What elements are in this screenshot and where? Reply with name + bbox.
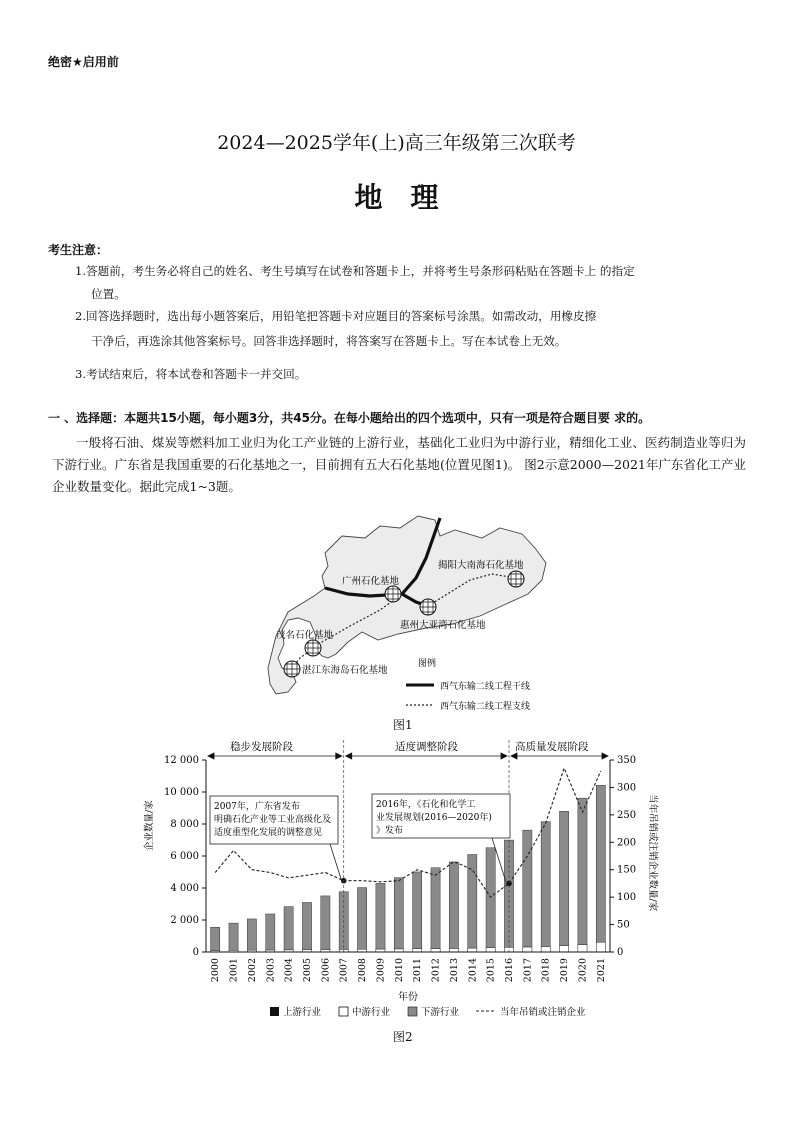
figure1-caption: 图1 (393, 718, 413, 732)
x-tick-label: 2018 (540, 958, 552, 983)
bar-downstream (302, 902, 311, 949)
x-tick-label: 2010 (393, 958, 405, 983)
bar-downstream (431, 868, 440, 949)
bar-downstream (358, 888, 367, 950)
x-axis-label: 年份 (398, 992, 418, 1003)
y-tick-label: 6 000 (170, 851, 199, 862)
x-tick-label: 2021 (595, 958, 607, 983)
stage-arrowhead (511, 753, 517, 759)
y2-tick-label: 350 (617, 755, 637, 766)
bar-midstream (302, 950, 311, 952)
base-marker-huizhou (420, 599, 436, 615)
stage-arrowhead (501, 753, 507, 759)
bar-midstream (358, 949, 367, 952)
figure1-map (230, 508, 570, 738)
x-tick-label: 2002 (246, 958, 258, 983)
legend-midstream-swatch (339, 1007, 348, 1016)
legend-upstream: 上游行业 (283, 1007, 322, 1018)
confidential-label: 绝密★启用前 (48, 55, 119, 69)
bar-downstream (266, 914, 275, 950)
notice-item: 位置。 (91, 287, 126, 301)
base-marker-guangzhou (385, 586, 401, 602)
notice-item: 3.考试结束后，将本试卷和答题卡一并交回。 (75, 367, 307, 381)
y-tick-label: 2 000 (170, 915, 199, 926)
x-tick-label: 2020 (577, 958, 589, 983)
label-guangzhou: 广州石化基地 (342, 576, 400, 587)
bar-midstream (376, 949, 385, 952)
exam-title: 2024—2025学年(上)高三年级第三次联考 (217, 132, 576, 154)
notice-item: 2.回答选择题时，选出每小题答案后，用铅笔把答题卡对应题目的答案标号涂黑。如需改动，用橡皮擦 (75, 309, 597, 323)
x-tick-label: 2004 (283, 958, 295, 983)
y-tick-label: 0 (192, 947, 199, 958)
bar-downstream (394, 878, 403, 949)
notice-title: 考生注意： (48, 243, 109, 257)
x-tick-label: 2016 (504, 958, 515, 983)
y2-tick-label: 200 (617, 837, 637, 849)
annotation-2007-pointer (330, 844, 342, 882)
bar-midstream (284, 950, 293, 952)
intro-paragraph: 一般将石油、煤炭等燃料加工业归为化工产业链的上游行业，基础化工业归为中游行业，精细化工业、医药制造业等归为下游行业。广东省是我国重要的石化基地之一，目前拥有五大石化基地(位置见图1)。 图2示意2000—2021年广东省化工产业企业数量变化。据此完成1~3题。 (52, 435, 746, 494)
bar-downstream (449, 862, 458, 948)
y2-tick-label: 300 (617, 782, 637, 794)
y-tick-label: 8 000 (170, 819, 199, 830)
bar-downstream (284, 907, 293, 950)
bar-midstream (413, 949, 422, 952)
legend-midstream: 中游行业 (352, 1007, 391, 1018)
bar-downstream (578, 798, 587, 944)
bar-midstream (560, 946, 569, 952)
x-tick-label: 2013 (448, 958, 460, 983)
y-axis-label: 企业数量/家 (144, 800, 155, 851)
bar-midstream (596, 942, 605, 952)
legend-trunk-label: 西气东输二线工程干线 (440, 682, 531, 692)
bar-downstream (376, 883, 385, 949)
bar-downstream (523, 830, 532, 947)
x-tick-label: 2012 (430, 958, 442, 983)
y2-tick-label: 100 (617, 892, 637, 904)
bar-midstream (578, 945, 587, 952)
x-tick-label: 2017 (522, 958, 534, 983)
label-zhanjiang: 湛江东海岛石化基地 (302, 665, 388, 676)
bar-downstream (211, 927, 220, 950)
bar-midstream (431, 949, 440, 952)
x-tick-label: 2000 (210, 958, 222, 983)
annotation-2016: 2016年，《石化和化学工业发展规划(2016—2020年)》发布 (376, 800, 492, 836)
label-jieyang: 揭阳大南海石化基地 (438, 560, 524, 571)
legend-downstream-swatch (408, 1007, 417, 1016)
base-marker-zhanjiang (284, 661, 300, 677)
bar-downstream (321, 896, 330, 950)
x-tick-label: 2011 (412, 958, 424, 983)
bar-midstream (541, 946, 550, 951)
y2-axis-label: 当年吊销或注销企业数量/家 (647, 794, 658, 912)
bar-midstream (394, 949, 403, 952)
base-marker-jieyang (508, 571, 524, 587)
bar-midstream (468, 948, 477, 952)
bar-midstream (266, 950, 275, 952)
bar-downstream (560, 811, 569, 945)
stage-arrowhead (208, 753, 214, 759)
stage-arrowhead (346, 753, 352, 759)
bar-downstream (486, 848, 495, 948)
stage-arrowhead (336, 753, 342, 759)
legend-branch-label: 西气东输二线工程支线 (440, 702, 531, 712)
y2-tick-label: 250 (617, 809, 637, 821)
x-tick-label: 2005 (302, 958, 313, 983)
bar-downstream (541, 822, 550, 947)
y-tick-label: 10 000 (164, 787, 199, 798)
x-tick-label: 2008 (357, 958, 369, 983)
x-tick-label: 2003 (265, 958, 277, 983)
legend-trend: 当年吊销或注销企业 (500, 1007, 586, 1018)
bar-downstream (247, 919, 256, 950)
bar-downstream (229, 923, 238, 950)
legend-upstream-swatch (270, 1007, 279, 1016)
stage-label-quality: 高质量发展阶段 (515, 741, 589, 753)
notice-item: 干净后，再选涂其他答案标号。回答非选择题时，将答案写在答题卡上。写在本试卷上无效。 (91, 334, 567, 348)
x-tick-label: 2006 (320, 958, 332, 983)
y2-tick-label: 150 (617, 864, 637, 876)
bar-midstream (449, 948, 458, 951)
stage-label-steady: 稳步发展阶段 (230, 741, 293, 753)
figure2-caption: 图2 (393, 1030, 413, 1044)
bar-downstream (413, 872, 422, 949)
notice-item: 1.答题前，考生务必将自己的姓名、考生号填写在试卷和答题卡上，并将考生号条形码粘贴在答题卡上 的指定 (75, 264, 635, 278)
bar-midstream (523, 947, 532, 952)
legend-title: 图例 (418, 659, 437, 669)
figure2-chart (140, 734, 670, 1034)
x-tick-label: 2009 (375, 958, 387, 983)
bar-midstream (486, 948, 495, 952)
x-tick-label: 2015 (485, 958, 497, 983)
x-tick-label: 2019 (559, 958, 571, 983)
y2-tick-label: 50 (617, 919, 630, 931)
y-tick-label: 4 000 (170, 883, 199, 894)
legend-downstream: 下游行业 (421, 1007, 460, 1018)
subject-title: 地理 (354, 181, 467, 214)
y2-tick-label: 0 (617, 947, 624, 958)
y-tick-label: 12 000 (164, 755, 199, 766)
x-tick-label: 2007 (338, 958, 350, 983)
bar-downstream (596, 785, 605, 942)
label-huizhou: 惠州大亚湾石化基地 (400, 620, 486, 631)
label-maoming: 茂名石化基地 (276, 630, 334, 641)
stage-label-adjust: 适度调整阶段 (395, 741, 458, 753)
x-tick-label: 2014 (467, 958, 479, 983)
section-heading: 一 、选择题：本题共15小题，每小题3分，共45分。在每小题给出的四个选项中，只有一项是符合题目要 求的。 (48, 411, 651, 425)
annotation-2007: 2007年，广东省发布明确石化产业等工业高级化及适度重型化发展的调整意见 (214, 802, 332, 838)
stage-arrowhead (602, 753, 608, 759)
x-tick-label: 2001 (228, 958, 240, 983)
base-marker-maoming (305, 640, 321, 656)
bar-midstream (321, 950, 330, 952)
